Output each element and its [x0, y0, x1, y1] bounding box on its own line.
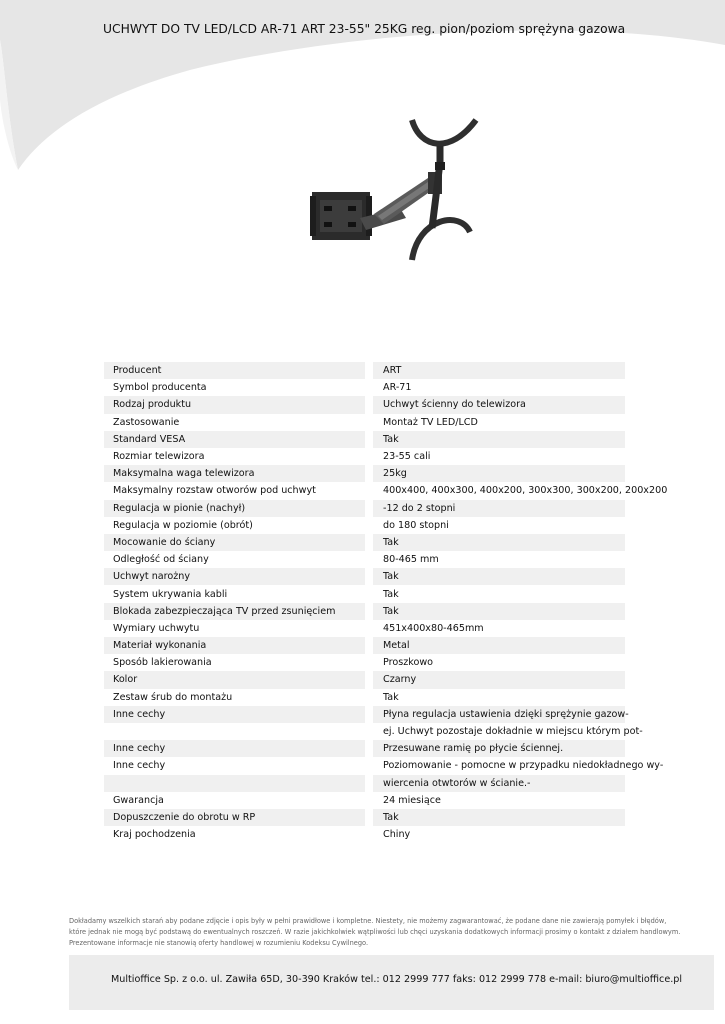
tv-wall-mount-bracket-icon [300, 100, 490, 275]
spec-key: Wymiary uchwytu [104, 620, 369, 637]
spec-key: Producent [104, 362, 369, 379]
spec-key: Symbol producenta [104, 379, 369, 396]
spec-key: Sposób lakierowania [104, 654, 369, 671]
spec-key: Standard VESA [104, 431, 369, 448]
spec-key: Rodzaj produktu [104, 396, 369, 413]
spec-row [104, 568, 625, 585]
spec-row [104, 482, 625, 499]
spec-key [104, 723, 369, 740]
spec-row [104, 396, 625, 413]
spec-row [104, 775, 625, 792]
spec-value: Tak [369, 431, 625, 448]
spec-key: Zastosowanie [104, 414, 369, 431]
spec-key: Maksymalna waga telewizora [104, 465, 369, 482]
spec-value: Tak [369, 689, 625, 706]
spec-row [104, 671, 625, 688]
spec-row [104, 585, 625, 602]
spec-row [104, 723, 625, 740]
spec-value: Płyna regulacja ustawienia dzięki sprężynie gazow- [369, 706, 625, 723]
spec-key: Inne cechy [104, 706, 369, 723]
footer-contact-text: Multioffice Sp. z o.o. ul. Zawiła 65D, 30-390 Kraków tel.: 012 2999 777 faks: 012 2999 778 e-mail: biuro@multioffice.pl [111, 974, 683, 985]
spec-value: 25kg [369, 465, 625, 482]
spec-key: Regulacja w poziomie (obrót) [104, 517, 369, 534]
spec-key: Odległość od ściany [104, 551, 369, 568]
spec-row [104, 551, 625, 568]
spec-row [104, 362, 625, 379]
spec-value: 80-465 mm [369, 551, 625, 568]
spec-row [104, 740, 625, 757]
spec-value: Tak [369, 585, 625, 602]
spec-key: Blokada zabezpieczająca TV przed zsunięciem [104, 603, 369, 620]
spec-row [104, 431, 625, 448]
spec-row [104, 826, 625, 843]
spec-row [104, 637, 625, 654]
spec-value: Tak [369, 603, 625, 620]
spec-key: Zestaw śrub do montażu [104, 689, 369, 706]
spec-value: 23-55 cali [369, 448, 625, 465]
spec-key: Kraj pochodzenia [104, 826, 369, 843]
spec-key: Kolor [104, 671, 369, 688]
spec-key: Dopuszczenie do obrotu w RP [104, 809, 369, 826]
spec-value: Metal [369, 637, 625, 654]
spec-row [104, 603, 625, 620]
spec-value: ej. Uchwyt pozostaje dokładnie w miejscu którym pot- [369, 723, 625, 740]
spec-value: -12 do 2 stopni [369, 500, 625, 517]
spec-key: Regulacja w pionie (nachył) [104, 500, 369, 517]
spec-key: Inne cechy [104, 757, 369, 774]
spec-row [104, 757, 625, 774]
spec-value: Uchwyt ścienny do telewizora [369, 396, 625, 413]
spec-row [104, 534, 625, 551]
spec-value: do 180 stopni [369, 517, 625, 534]
spec-value: wiercenia otwtorów w ścianie.- [369, 775, 625, 792]
spec-key: Rozmiar telewizora [104, 448, 369, 465]
footer-contact-box [69, 955, 714, 1010]
spec-key: Gwarancja [104, 792, 369, 809]
spec-value: AR-71 [369, 379, 625, 396]
spec-value: Tak [369, 568, 625, 585]
spec-value: 400x400, 400x300, 400x200, 300x300, 300x200, 200x200 [369, 482, 625, 499]
page-title: UCHWYT DO TV LED/LCD AR-71 ART 23-55" 25KG reg. pion/poziom sprężyna gazowa [103, 22, 626, 36]
spec-row [104, 465, 625, 482]
spec-value: Montaż TV LED/LCD [369, 414, 625, 431]
spec-key: System ukrywania kabli [104, 585, 369, 602]
spec-key: Uchwyt narożny [104, 568, 369, 585]
spec-row [104, 448, 625, 465]
spec-key [104, 775, 369, 792]
spec-row [104, 517, 625, 534]
spec-value: 24 miesiące [369, 792, 625, 809]
spec-key: Materiał wykonania [104, 637, 369, 654]
spec-row [104, 792, 625, 809]
spec-value: Tak [369, 809, 625, 826]
spec-key: Mocowanie do ściany [104, 534, 369, 551]
spec-row [104, 654, 625, 671]
disclaimer [69, 916, 684, 949]
disclaimer-line: Dokładamy wszelkich starań aby podane zdjęcie i opis były w pełni prawidłowe i kompletne. Niestety, nie możemy zagwarantować, że podane dane nie zawierają pomyłek i błędów, [69, 917, 667, 925]
spec-table [104, 362, 668, 843]
spec-value: ART [369, 362, 625, 379]
spec-value: Poziomowanie - pomocne w przypadku niedokładnego wy- [369, 757, 625, 774]
spec-key: Inne cechy [104, 740, 369, 757]
spec-row [104, 706, 625, 723]
spec-value: Tak [369, 534, 625, 551]
disclaimer-line: Prezentowane informacje nie stanowią oferty handlowej w rozumieniu Kodeksu Cywilnego. [69, 939, 369, 947]
spec-row [104, 379, 625, 396]
spec-value: 451x400x80-465mm [369, 620, 625, 637]
spec-value: Przesuwane ramię po płycie ściennej. [369, 740, 625, 757]
spec-row [104, 620, 625, 637]
spec-row [104, 414, 625, 431]
spec-value: Proszkowo [369, 654, 625, 671]
spec-key: Maksymalny rozstaw otworów pod uchwyt [104, 482, 369, 499]
spec-row [104, 689, 625, 706]
spec-value: Czarny [369, 671, 625, 688]
spec-row [104, 809, 625, 826]
spec-value: Chiny [369, 826, 625, 843]
disclaimer-line: które jednak nie mogą być podstawą do ewentualnych roszczeń. W razie jakichkolwiek wątpliwości lub chęci uzyskania dodatkowych informacji prosimy o kontakt z działem handlowym. [69, 928, 681, 936]
spec-row [104, 500, 625, 517]
